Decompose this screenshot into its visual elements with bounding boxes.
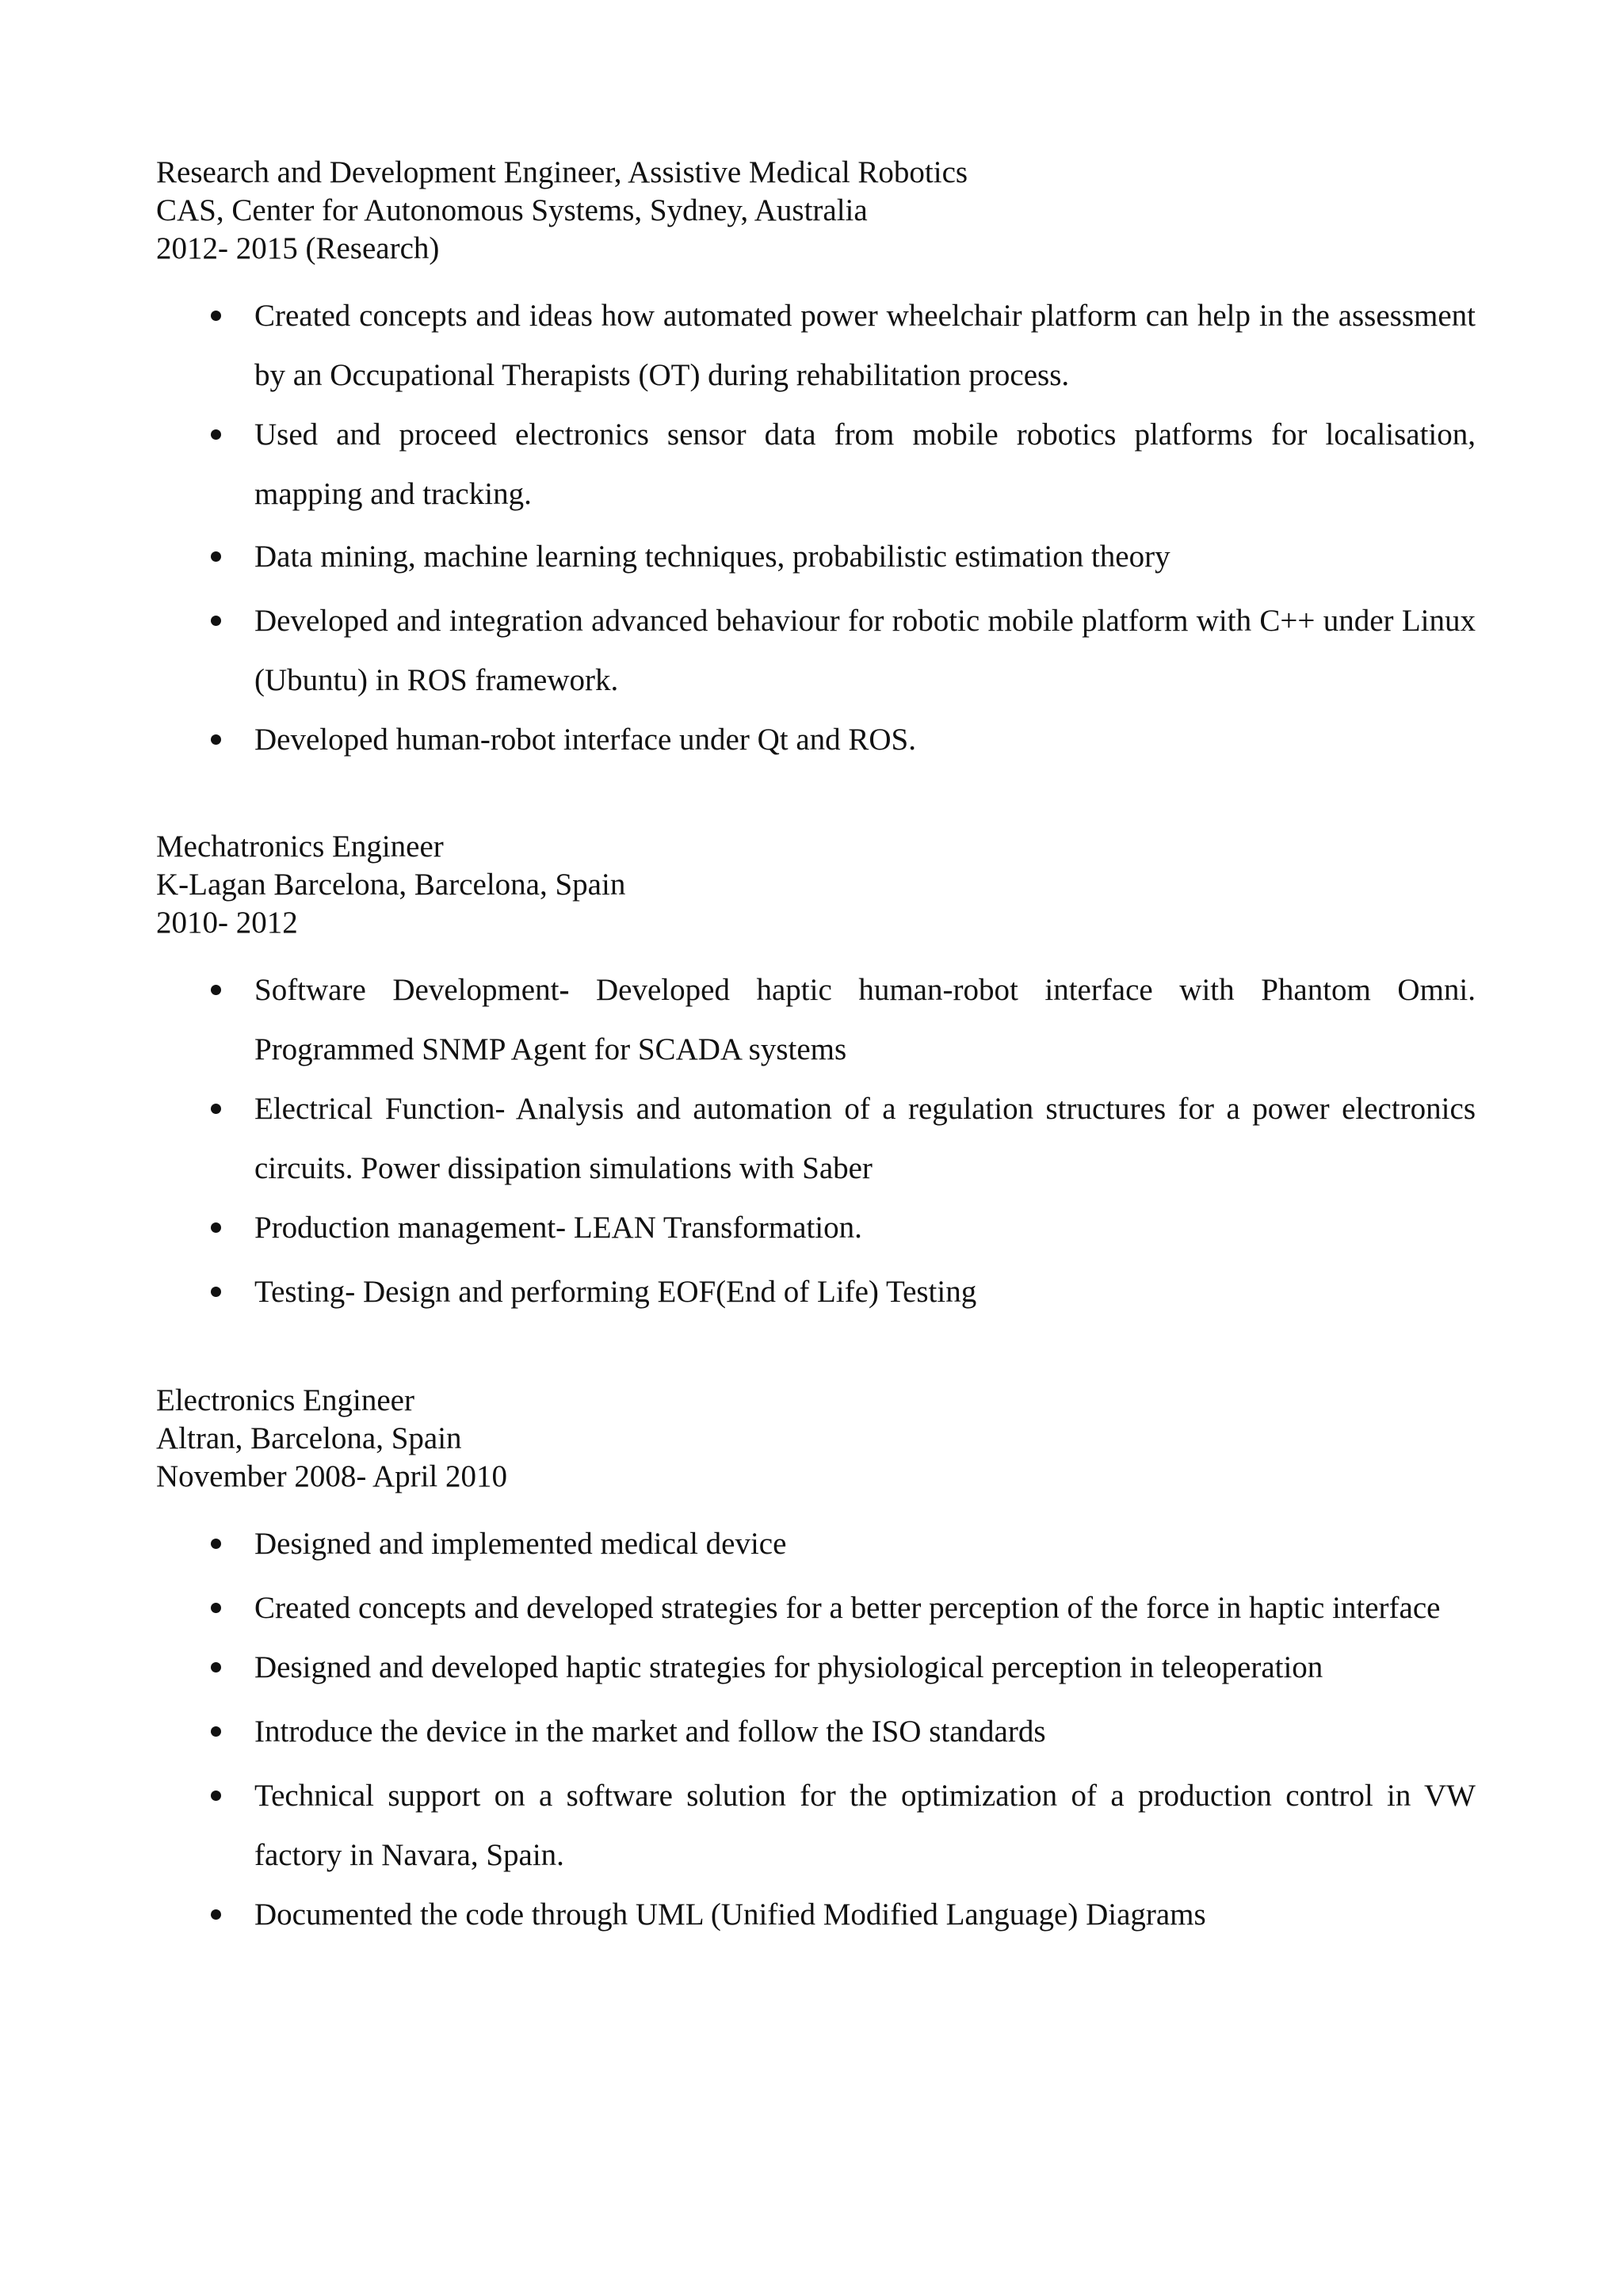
duty-item bbox=[156, 1079, 1476, 1198]
bullet-icon bbox=[211, 1287, 221, 1297]
duty-text: Data mining, machine learning techniques, probabilistic estimation theory bbox=[254, 540, 1170, 574]
duty-item bbox=[156, 1766, 1476, 1885]
duty-text: Designed and implemented medical device bbox=[254, 1527, 787, 1561]
duty-item bbox=[156, 286, 1476, 405]
job-header bbox=[156, 154, 1476, 268]
duty-text: Technical support on a software solution for the optimization of a production control in VW factory in Navara, Spain. bbox=[254, 1779, 1476, 1872]
duty-text: Developed haptic human-robot interface with Phantom Omni. Programmed SNMP Agent for SCADA systems bbox=[254, 973, 1476, 1066]
duty-separator: - bbox=[345, 1275, 356, 1309]
duty-label: Electrical Function bbox=[254, 1092, 495, 1126]
duty-text: Introduce the device in the market and follow the ISO standards bbox=[254, 1714, 1046, 1749]
bullet-icon bbox=[211, 1909, 221, 1920]
duty-label: Testing bbox=[254, 1275, 346, 1309]
duty-text: Created concepts and developed strategies for a better perception of the force in haptic interface bbox=[254, 1591, 1441, 1625]
bullet-icon bbox=[211, 429, 221, 440]
bullet-icon bbox=[211, 1104, 221, 1114]
job-company: CAS, Center for Autonomous Systems, Sydney, Australia bbox=[156, 193, 868, 227]
bullet-icon bbox=[211, 1791, 221, 1801]
bullet-icon bbox=[211, 551, 221, 562]
job-header bbox=[156, 828, 1476, 942]
duty-item bbox=[156, 1638, 1476, 1697]
duty-text: Designed and developed haptic strategies for physiological perception in teleoperation bbox=[254, 1650, 1323, 1684]
bullet-icon bbox=[211, 734, 221, 745]
duty-list bbox=[156, 960, 1476, 1322]
job-title: Mechatronics Engineer bbox=[156, 830, 444, 864]
job-entry-k-lagan bbox=[156, 828, 1476, 1322]
job-title: Electronics Engineer bbox=[156, 1383, 414, 1417]
bullet-icon bbox=[211, 1662, 221, 1672]
duty-list bbox=[156, 286, 1476, 769]
job-company: Altran, Barcelona, Spain bbox=[156, 1421, 462, 1455]
job-entry-altran bbox=[156, 1382, 1476, 1944]
duty-item bbox=[156, 1702, 1476, 1761]
job-dates: November 2008- April 2010 bbox=[156, 1459, 508, 1493]
job-entry-cas bbox=[156, 154, 1476, 769]
duty-text: Created concepts and ideas how automated power wheelchair platform can help in the assessment by an Occupational Therapists (OT) during rehabilitation process. bbox=[254, 299, 1476, 392]
job-company: K-Lagan Barcelona, Barcelona, Spain bbox=[156, 868, 626, 902]
bullet-icon bbox=[211, 1603, 221, 1613]
duty-item bbox=[156, 527, 1476, 586]
duty-text: Developed human-robot interface under Qt and ROS. bbox=[254, 723, 916, 757]
duty-item bbox=[156, 1578, 1476, 1638]
bullet-icon bbox=[211, 1222, 221, 1233]
job-dates: 2012- 2015 (Research) bbox=[156, 231, 440, 265]
duty-text: Documented the code through UML (Unified Modified Language) Diagrams bbox=[254, 1897, 1206, 1932]
duty-separator: - bbox=[495, 1092, 506, 1126]
duty-separator: - bbox=[556, 1211, 567, 1245]
duty-item bbox=[156, 405, 1476, 524]
bullet-icon bbox=[211, 985, 221, 995]
duty-item bbox=[156, 591, 1476, 710]
duty-label: Software Development bbox=[254, 973, 559, 1007]
duty-text: Analysis and automation of a regulation structures for a power electronics circuits. Power dissipation simulations with Saber bbox=[254, 1092, 1476, 1185]
duty-list bbox=[156, 1514, 1476, 1944]
bullet-icon bbox=[211, 1539, 221, 1549]
duty-item bbox=[156, 1885, 1476, 1944]
job-header bbox=[156, 1382, 1476, 1496]
bullet-icon bbox=[211, 1726, 221, 1737]
duty-label: Production management bbox=[254, 1211, 556, 1245]
duty-text: Design and performing EOF(End of Life) Testing bbox=[355, 1275, 977, 1309]
job-title: Research and Development Engineer, Assistive Medical Robotics bbox=[156, 155, 968, 189]
duty-text: LEAN Transformation. bbox=[566, 1211, 862, 1245]
bullet-icon bbox=[211, 311, 221, 321]
duty-text: Developed and integration advanced behaviour for robotic mobile platform with C++ under Linux (Ubuntu) in ROS framework. bbox=[254, 604, 1476, 697]
duty-item bbox=[156, 1198, 1476, 1257]
job-dates: 2010- 2012 bbox=[156, 906, 298, 940]
duty-item bbox=[156, 960, 1476, 1079]
duty-item bbox=[156, 1262, 1476, 1322]
bullet-icon bbox=[211, 616, 221, 626]
duty-item bbox=[156, 1514, 1476, 1573]
duty-text: Used and proceed electronics sensor data from mobile robotics platforms for localisation, mapping and tracking. bbox=[254, 418, 1476, 511]
duty-separator: - bbox=[559, 973, 570, 1007]
duty-item bbox=[156, 710, 1476, 769]
